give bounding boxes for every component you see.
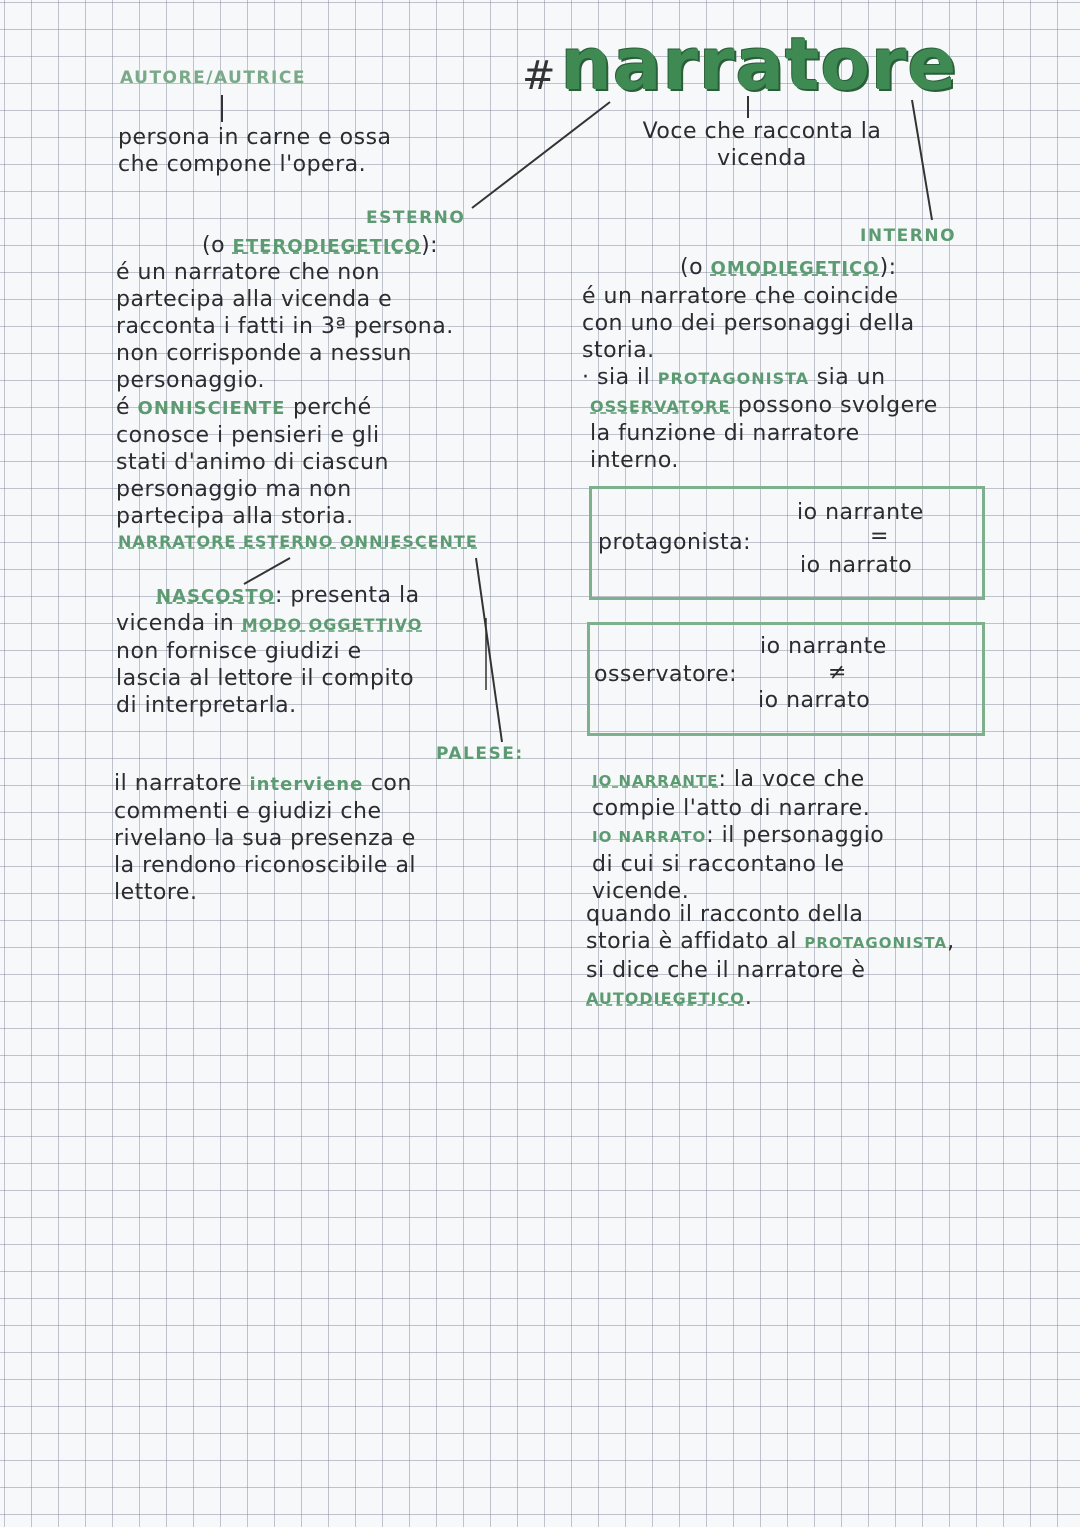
- esterno-paren-close: ):: [421, 233, 439, 258]
- osservatore-term: OSSERVATORE: [590, 397, 731, 416]
- nascosto-line-4: lascia al lettore il compito: [116, 666, 415, 691]
- esterno-label: ESTERNO: [366, 208, 466, 228]
- esterno-line-2: partecipa alla vicenda e: [116, 287, 393, 312]
- onni-line-1: conosce i pensieri e gli: [116, 423, 380, 448]
- io-narrato-line: [592, 822, 884, 851]
- author-description: [118, 124, 392, 178]
- io-narrato-term: IO NARRATO: [592, 828, 707, 846]
- onni-line-3: personaggio ma non: [116, 477, 352, 502]
- auto-line-3: si dice che il narratore è: [586, 958, 866, 983]
- palese-line-1: [114, 770, 416, 798]
- interno-bullet-line-2: [582, 392, 938, 420]
- interviene-term: interviene: [249, 774, 364, 795]
- bullet-pre: sia il: [597, 365, 658, 390]
- autodiegetico-block: [586, 901, 955, 1012]
- interno-paren-open: (o: [680, 255, 711, 280]
- osservatore-box-label: osservatore:: [594, 662, 738, 687]
- palese-line-3: rivelano la sua presenza e: [114, 826, 416, 851]
- onnisciente-term: ONNISCIENTE: [137, 398, 286, 419]
- interno-subtitle: [680, 254, 897, 282]
- modo-oggettivo-term: MODO OGGETTIVO: [241, 615, 423, 634]
- io-narrante-def: : la voce che: [718, 767, 865, 792]
- auto-line2-pre: storia è affidato al: [586, 929, 805, 954]
- palese-block: [114, 770, 416, 906]
- auto-line-2: [586, 928, 955, 957]
- protagonista-equal-sign: =: [870, 524, 889, 549]
- definition-line-2: vicenda: [717, 146, 807, 171]
- hash-symbol: #: [522, 53, 556, 99]
- esterno-line-1: é un narratore che non: [116, 260, 381, 285]
- io-narrante-term: IO NARRANTE: [592, 772, 719, 790]
- auto-line-1: quando il racconto della: [586, 902, 864, 927]
- interno-line-2: con uno dei personaggi della: [582, 311, 915, 336]
- esterno-summary: NARRATORE ESTERNO ONNIESCENTE: [118, 532, 478, 551]
- interno-description: [582, 283, 938, 474]
- title-word: narratore: [560, 22, 958, 106]
- palese-line-2: commenti e giudizi che: [114, 799, 382, 824]
- auto-line2-post: ,: [947, 929, 955, 954]
- omodiegetico-term: OMODIEGETICO: [710, 258, 880, 279]
- eterodiegetico-term: ETERODIEGETICO: [232, 236, 422, 257]
- nascosto-line-3: non fornisce giudizi e: [116, 639, 362, 664]
- nascosto-line-1: [116, 582, 422, 610]
- interno-bullet-line-4: interno.: [590, 448, 679, 473]
- bullet-mid: sia un: [809, 365, 886, 390]
- io-narrante-line: [592, 766, 884, 795]
- nascosto-line-5: di interpretarla.: [116, 693, 297, 718]
- interno-line-1: é un narratore che coincide: [582, 284, 899, 309]
- nascosto-block: [116, 582, 422, 719]
- autodiegetico-term: AUTODIEGETICO: [586, 989, 745, 1008]
- author-line-2: che compone l'opera.: [118, 152, 367, 177]
- osservatore-box: [587, 622, 985, 736]
- nascosto-line-2: [116, 610, 422, 638]
- esterno-paren-open: (o: [202, 233, 233, 258]
- onnisciente-line: [116, 394, 454, 422]
- io-narrato-def: : il personaggio: [706, 823, 885, 848]
- page-title: [522, 22, 957, 106]
- osservatore-io-narrante: io narrante: [760, 634, 887, 659]
- esterno-subtitle: [202, 232, 438, 260]
- protagonista-box-label: protagonista:: [598, 530, 752, 555]
- io-narrato-line-2: di cui si raccontano le: [592, 852, 845, 877]
- onni-line-4: partecipa alla storia.: [116, 504, 354, 529]
- protagonista-box: [589, 486, 985, 600]
- nascosto-label: NASCOSTO: [156, 586, 276, 607]
- protagonista-io-narrato: io narrato: [800, 553, 913, 578]
- osservatore-io-narrato: io narrato: [758, 688, 871, 713]
- interno-bullet-line-1: · sia il PROTAGONISTA sia un: [582, 365, 886, 390]
- narrator-definition: [612, 118, 912, 172]
- definition-line-1: Voce che racconta la: [642, 119, 882, 144]
- esterno-line-5: personaggio.: [116, 368, 265, 393]
- palese-line-5: lettore.: [114, 880, 198, 905]
- onni-post: perché: [285, 395, 372, 420]
- interno-label: INTERNO: [860, 226, 957, 246]
- protagonista-term-2: PROTAGONISTA: [804, 934, 948, 952]
- osservatore-not-equal-sign: ≠: [828, 660, 847, 685]
- nascosto-first-post: : presenta la: [275, 583, 420, 608]
- onni-line-2: stati d'animo di ciascun: [116, 450, 389, 475]
- palese-pre: il narratore: [114, 771, 250, 796]
- interno-line-3: storia.: [582, 338, 655, 363]
- esterno-line-3: racconta i fatti in 3ª persona.: [116, 314, 454, 339]
- interno-bullet-line-3: la funzione di narratore: [590, 421, 860, 446]
- palese-line-4: la rendono riconoscibile al: [114, 853, 417, 878]
- protagonista-term: PROTAGONISTA: [657, 369, 810, 388]
- author-line-1: persona in carne e ossa: [118, 125, 392, 150]
- io-narrante-line-2: compie l'atto di narrare.: [592, 796, 871, 821]
- palese-post: con: [363, 771, 412, 796]
- nascosto-line2-pre: vicenda in: [116, 611, 242, 636]
- auto-line-4: [586, 984, 955, 1012]
- palese-label: PALESE:: [436, 744, 524, 764]
- bullet-post: possono svolgere: [730, 393, 938, 418]
- io-narrato-line-3: vicende.: [592, 879, 690, 904]
- interno-paren-close: ):: [879, 255, 897, 280]
- onni-pre: é: [116, 395, 138, 420]
- esterno-description: [116, 259, 454, 530]
- protagonista-io-narrante: io narrante: [797, 500, 924, 525]
- io-definitions: [592, 766, 884, 905]
- auto-end: .: [744, 985, 753, 1010]
- author-label: AUTORE/AUTRICE: [120, 68, 306, 88]
- esterno-line-4: non corrisponde a nessun: [116, 341, 412, 366]
